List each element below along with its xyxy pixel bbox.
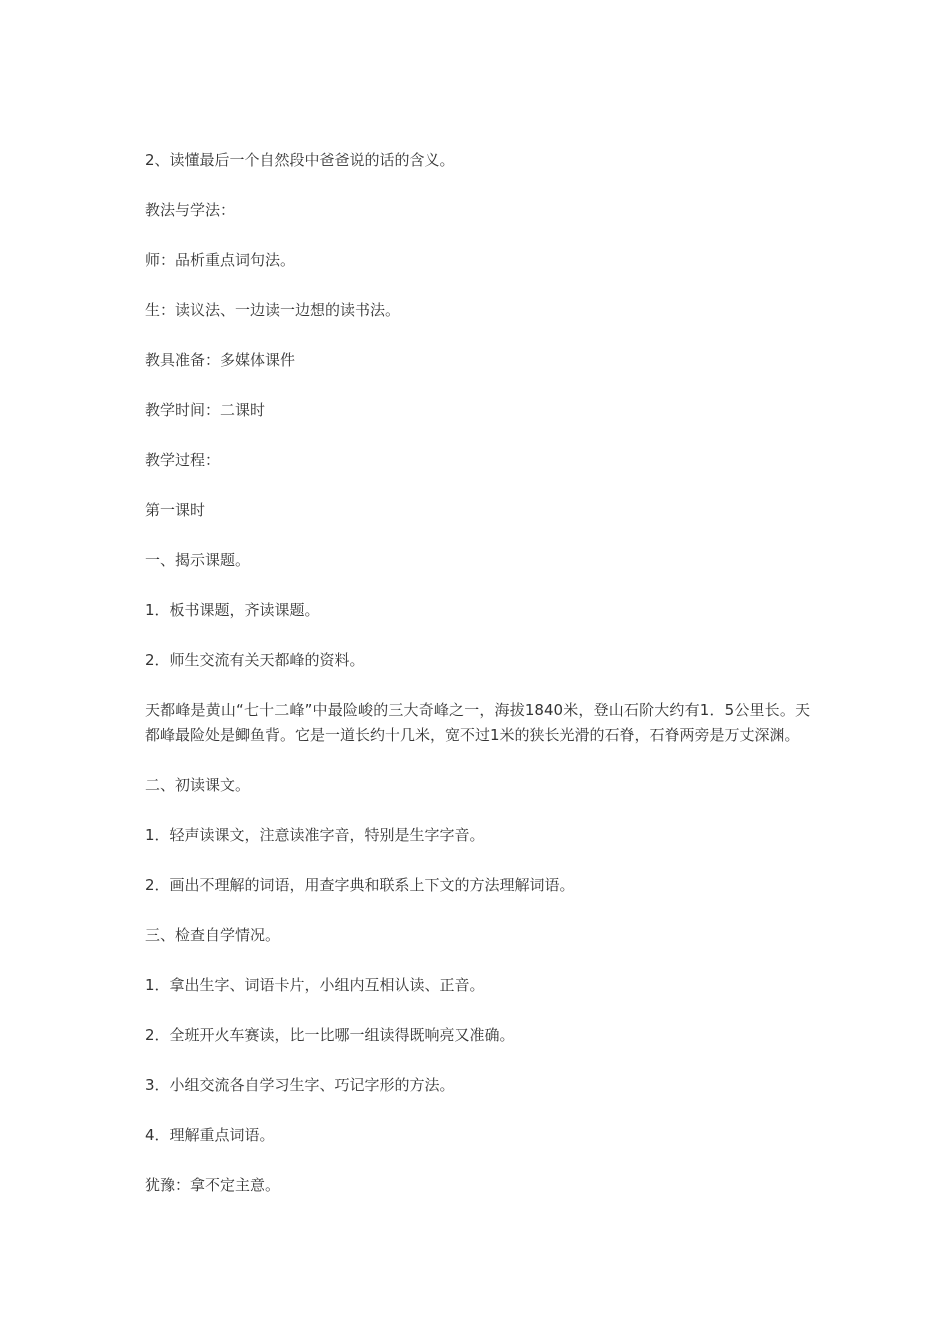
paragraph-item-2-2: 2．画出不理解的词语，用查字典和联系上下文的方法理解词语。 <box>145 876 575 894</box>
paragraph-section-3: 三、检查自学情况。 <box>145 926 281 944</box>
paragraph-item-2-1: 1．轻声读课文，注意读准字音，特别是生字字音。 <box>145 826 485 844</box>
paragraph-item-3-3: 3．小组交流各自学习生字、巧记字形的方法。 <box>145 1076 455 1094</box>
document-body <box>145 148 810 1223</box>
paragraph-section-1: 一、揭示课题。 <box>145 551 251 569</box>
paragraph-item-3-4: 4．理解重点词语。 <box>145 1126 275 1144</box>
paragraph-teaching-time: 教学时间：二课时 <box>145 401 266 419</box>
paragraph-teacher-method: 师：品析重点词句法。 <box>145 251 296 269</box>
paragraph-section-2: 二、初读课文。 <box>145 776 251 794</box>
paragraph-teaching-aids: 教具准备：多媒体课件 <box>145 351 296 369</box>
paragraph-vocab-hesitate: 犹豫：拿不定主意。 <box>145 1176 281 1194</box>
paragraph-item-1-2: 2．师生交流有关天都峰的资料。 <box>145 651 365 669</box>
paragraph-item-1-1: 1．板书课题，齐读课题。 <box>145 601 320 619</box>
paragraph-process-heading: 教学过程： <box>145 451 221 469</box>
paragraph-student-method: 生：读议法、一边读一边想的读书法。 <box>145 301 401 319</box>
paragraph-lesson-one: 第一课时 <box>145 501 206 519</box>
paragraph-item-3-1: 1．拿出生字、词语卡片，小组内互相认读、正音。 <box>145 976 485 994</box>
paragraph-item-3-2: 2．全班开火车赛读，比一比哪一组读得既响亮又准确。 <box>145 1026 515 1044</box>
paragraph-tiandu-peak-info: 天都峰是黄山“七十二峰”中最险峻的三大奇峰之一，海拔1840米，登山石阶大约有1．5公里长。天都峰最险处是鲫鱼背。它是一道长约十几米，宽不过1米的狭长光滑的石脊，石脊两旁是万丈深渊。 <box>145 701 810 744</box>
paragraph-methods-heading: 教法与学法： <box>145 201 236 219</box>
paragraph-objective-2: 2、读懂最后一个自然段中爸爸说的话的含义。 <box>145 151 455 169</box>
